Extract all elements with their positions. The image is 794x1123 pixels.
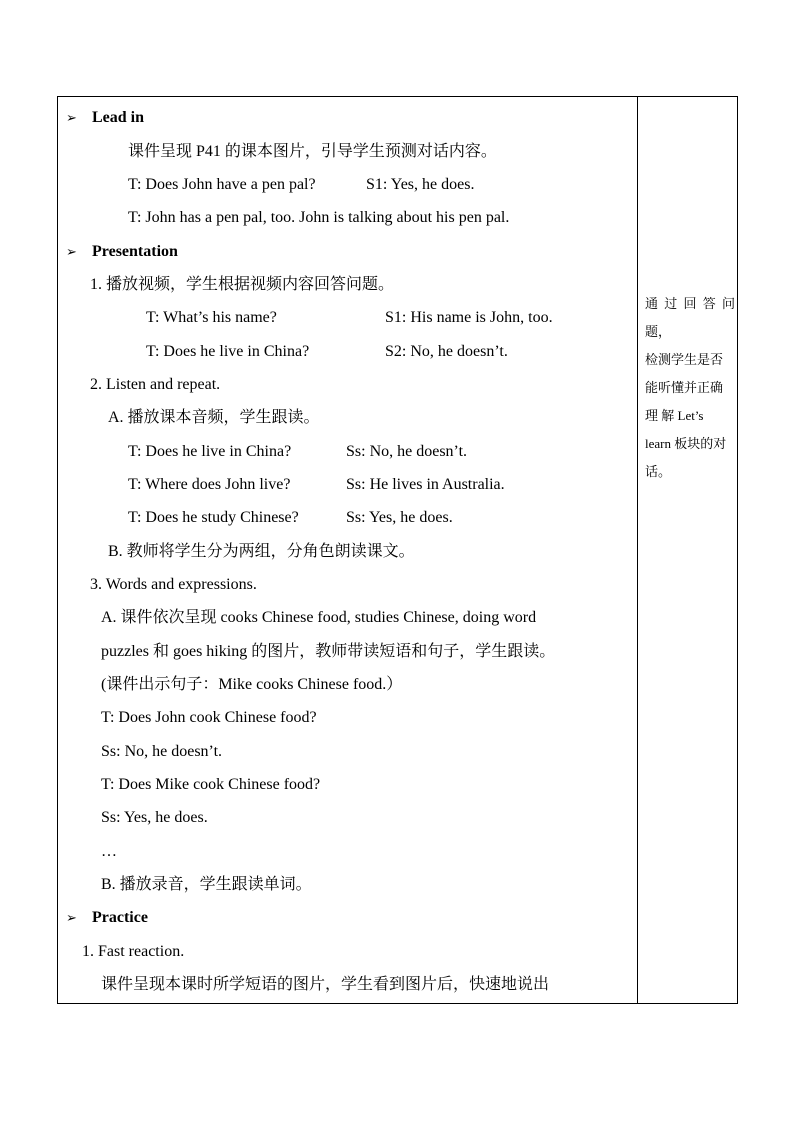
lead-in-line: 课件呈现 P41 的课本图片，引导学生预测对话内容。: [128, 143, 497, 160]
note-line: 通过回答问题，: [645, 296, 735, 339]
dialog-line: T: Does he study Chinese?: [128, 509, 299, 526]
note-line: learn 板块的对: [645, 436, 727, 451]
note-line: 话。: [645, 464, 672, 479]
presentation-subitem: B. 播放录音，学生跟读单词。: [101, 876, 312, 893]
dialog-line: Ss: No, he doesn’t.: [346, 443, 468, 460]
lesson-plan-table: [57, 96, 738, 1004]
dialog-line: Ss: No, he doesn’t.: [101, 743, 223, 760]
dialog-line: T: What’s his name?: [146, 309, 277, 326]
presentation-item: 3. Words and expressions.: [90, 576, 257, 593]
dialog-line: T: Does he live in China?: [128, 443, 292, 460]
dialog-line: T: Does John cook Chinese food?: [101, 709, 317, 726]
practice-item: 1. Fast reaction.: [82, 943, 185, 960]
dialog-line: S2: No, he doesn’t.: [385, 343, 508, 360]
dialog-line: Ss: Yes, he does.: [346, 509, 453, 526]
lead-in-line: T: Does John have a pen pal?: [128, 176, 316, 193]
lead-in-line: T: John has a pen pal, too. John is talking about his pen pal.: [128, 209, 510, 226]
presentation-subitem: puzzles 和 goes hiking 的图片，教师带读短语和句子，学生跟读。: [101, 643, 556, 660]
dialog-line: T: Does Mike cook Chinese food?: [101, 776, 321, 793]
dialog-line: Ss: He lives in Australia.: [346, 476, 505, 493]
procedure-column: [58, 97, 637, 1003]
practice-text: 课件呈现本课时所学短语的图片，学生看到图片后，快速地说出: [101, 976, 550, 993]
arrow-bullet-icon: ➢: [66, 110, 77, 125]
lead-in-line: S1: Yes, he does.: [366, 176, 475, 193]
dialog-line: T: Does he live in China?: [146, 343, 310, 360]
arrow-bullet-icon: ➢: [66, 910, 77, 925]
note-line: 理 解 Let’s: [645, 408, 704, 423]
section-heading-presentation: Presentation: [92, 243, 178, 260]
design-intent-note: [645, 290, 735, 486]
section-heading-lead-in: Lead in: [92, 109, 145, 126]
presentation-subitem: B. 教师将学生分为两组，分角色朗读课文。: [108, 543, 415, 560]
section-heading-practice: Practice: [92, 909, 148, 926]
presentation-item: 1. 播放视频，学生根据视频内容回答问题。: [90, 276, 395, 293]
dialog-line: S1: His name is John, too.: [385, 309, 553, 326]
column-divider: [637, 97, 638, 1003]
dialog-line: T: Where does John live?: [128, 476, 291, 493]
note-line: 检测学生是否: [645, 352, 724, 367]
note-line: 能听懂并正确: [645, 380, 724, 395]
presentation-subitem: A. 课件依次呈现 cooks Chinese food, studies Chinese, doing word: [101, 609, 537, 626]
dialog-line: Ss: Yes, he does.: [101, 809, 208, 826]
arrow-bullet-icon: ➢: [66, 244, 77, 259]
presentation-item: 2. Listen and repeat.: [90, 376, 221, 393]
presentation-subitem: A. 播放课本音频，学生跟读。: [108, 409, 320, 426]
presentation-subitem: (课件出示句子：Mike cooks Chinese food.）: [101, 676, 403, 693]
dialog-line: …: [101, 843, 117, 860]
